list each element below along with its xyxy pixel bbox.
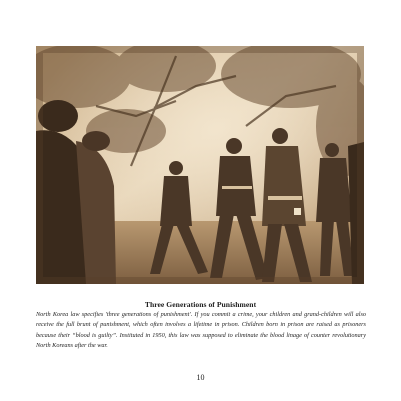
caption-body: North Korea law specifies 'three generations of punishment'. If you commit a crime, your children and grand-children will also receive the full brunt of punishment, which often involves a lifetime in prison. Children born in prison are raised as prisoners because their “blood is guilty”. Instituted in 1950, this law was supposed to eliminate the blood linage of counter revolutionary North Koreans after the war. (36, 311, 366, 349)
photograph-image (36, 46, 364, 284)
page-number: 10 (196, 373, 205, 382)
caption-title: Three Generations of Punishment (144, 300, 257, 309)
sepia-photograph (36, 46, 364, 284)
